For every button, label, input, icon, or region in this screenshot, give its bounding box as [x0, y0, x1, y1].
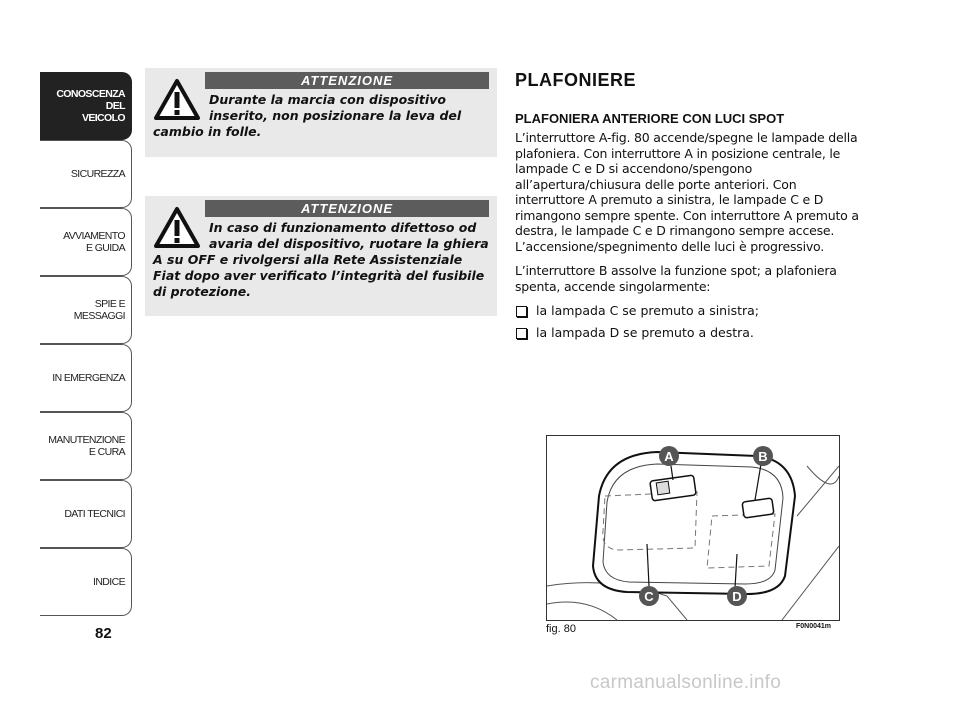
main-content: [515, 70, 860, 346]
paragraph-1: L’interruttore A-fig. 80 accende/spegne le lampade della plafoniera. Con interruttore A in posizione centrale, le lampade C e D si accendono/spengono all’apertura/chiusura delle porte anteriori. Con interruttore A premuto a sinistra, le lampade C e D rimangono sempre spente. Con interruttore A premuto a destra, le lampade C e D rimangono sempre accese. L’accensione/spegnimento delle luci è progressivo.: [515, 130, 859, 254]
list-item: [515, 303, 860, 319]
warning-text-1: Durante la marcia con dispositivo inserito, non posizionare la leva del cambio in folle.: [153, 92, 462, 139]
list-item: [515, 325, 860, 341]
warning-title-1: ATTENZIONE: [205, 72, 489, 89]
warning-text-2: In caso di funzionamento difettoso od avaria del dispositivo, ruotare la ghiera A su OFF e rivolgersi alla Rete Assistenziale Fiat dopo aver verificato l’integrità del fusibile di protezione.: [153, 220, 489, 299]
figure-label-b: B: [758, 449, 768, 464]
figure-label-d: D: [732, 589, 742, 604]
warning-triangle-icon: [153, 76, 201, 122]
chapter-tabs: [40, 72, 132, 616]
section-subheading: PLAFONIERA ANTERIORE CON LUCI SPOT: [515, 111, 785, 126]
warning-box-1: [145, 68, 497, 157]
watermark: carmanualsonline.info: [590, 672, 782, 693]
page-number: 82: [95, 625, 112, 642]
tab-sicurezza[interactable]: SICUREZZA: [40, 140, 132, 208]
checkbox-bullet-icon: [516, 306, 527, 317]
tab-in-emergenza[interactable]: IN EMERGENZA: [40, 344, 132, 412]
paragraph-2: L’interruttore B assolve la funzione spot; a plafoniera spenta, accende singolarmente:: [515, 263, 837, 294]
list-item-text: la lampada D se premuto a destra.: [536, 324, 754, 340]
tab-manutenzione-e-cura[interactable]: MANUTENZIONE E CURA: [40, 412, 132, 480]
checkbox-bullet-icon: [516, 328, 527, 339]
warning-triangle-icon: [153, 204, 201, 250]
section-heading: PLAFONIERE: [515, 70, 637, 90]
list-item-text: la lampada C se premuto a sinistra;: [536, 303, 760, 318]
tab-dati-tecnici[interactable]: DATI TECNICI: [40, 480, 132, 548]
tab-spie-e-messaggi[interactable]: SPIE E MESSAGGI: [40, 276, 132, 344]
figure-label-a: A: [664, 449, 674, 464]
figure-label-c: C: [644, 589, 654, 604]
ceiling-light-illustration: [547, 436, 839, 620]
warning-box-2: [145, 196, 497, 316]
tab-indice[interactable]: INDICE: [40, 548, 132, 616]
warning-title-2: ATTENZIONE: [205, 200, 489, 217]
figure-code: F0N0041m: [796, 623, 832, 630]
tab-conoscenza-del-veicolo[interactable]: CONOSCENZA DEL VEICOLO: [40, 72, 132, 140]
tab-avviamento-e-guida[interactable]: AVVIAMENTO E GUIDA: [40, 208, 132, 276]
figure-ceiling-light: [546, 435, 840, 621]
figure-caption: fig. 80: [546, 623, 576, 635]
